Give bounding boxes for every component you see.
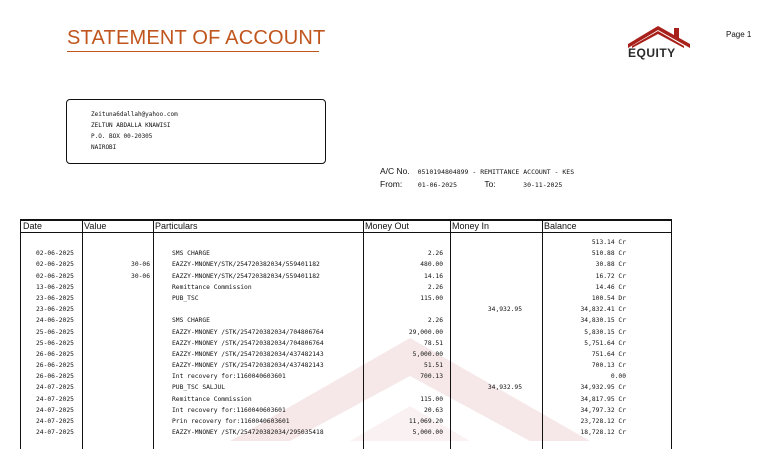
cell-balance: 30.88 Cr — [595, 261, 626, 269]
customer-address-box — [66, 99, 326, 164]
cell-money-in: 34,932.95 — [487, 306, 522, 314]
table-row — [20, 427, 672, 438]
table-row — [20, 304, 672, 315]
cell-date: 25-06-2025 — [36, 339, 74, 347]
cell-money-out: 480.00 — [420, 261, 443, 269]
cell-date: 26-06-2025 — [36, 362, 74, 370]
table-row — [20, 282, 672, 293]
cell-money-out: 78.51 — [424, 339, 443, 347]
cell-date: 23-06-2025 — [36, 294, 74, 302]
to-date: 30-11-2025 — [523, 181, 563, 189]
cell-date: 24-07-2025 — [36, 418, 74, 425]
statement-title: STATEMENT OF ACCOUNT — [67, 27, 326, 49]
cell-value: 30-06 — [131, 272, 150, 280]
cell-money-out: 51.51 — [424, 362, 443, 370]
cell-particulars: EAZZY-MNONEY /STK/254720382034/704806764 — [172, 328, 324, 336]
cell-balance: 14.46 Cr — [595, 283, 626, 291]
cell-money-out: 2.26 — [427, 317, 443, 325]
header-value: Value — [84, 221, 107, 231]
table-row — [20, 416, 672, 427]
cell-particulars: Int recovery for:1160040603601 — [172, 406, 286, 414]
cell-money-out: 115.00 — [420, 294, 443, 302]
cell-date: 24-07-2025 — [36, 429, 74, 437]
cell-date: 13-06-2025 — [36, 283, 74, 291]
cell-balance: 5,751.64 Cr — [584, 339, 626, 347]
table-row — [20, 259, 672, 270]
cell-money-out: 115.00 — [420, 395, 443, 403]
customer-po-box: P.O. BOX 00-20305 — [91, 133, 153, 140]
customer-city: NAIROBI — [91, 144, 117, 151]
from-label: From: — [380, 179, 403, 189]
from-date: 01-06-2025 — [417, 181, 457, 189]
header-money-out: Money Out — [365, 221, 410, 231]
cell-balance: 0.00 — [610, 373, 626, 381]
cell-value: 30-06 — [131, 261, 150, 269]
cell-particulars: SMS CHARGE — [172, 250, 210, 258]
table-row — [20, 382, 672, 393]
cell-date: 24-07-2025 — [36, 406, 74, 414]
cell-date: 02-06-2025 — [36, 250, 74, 258]
table-row — [20, 271, 672, 282]
cell-date: 02-06-2025 — [36, 272, 74, 280]
cell-date: 24-06-2025 — [36, 317, 74, 325]
cell-particulars: EAZZY-MNONEY /STK/254720382034/437482143 — [172, 362, 324, 370]
cell-balance: 513.14 Cr — [591, 239, 626, 246]
cell-balance: 5,830.15 Cr — [584, 328, 626, 336]
cell-balance: 18,728.12 Cr — [580, 429, 626, 437]
cell-date: 26-06-2025 — [36, 350, 74, 358]
ac-label: A/C No. — [380, 166, 410, 176]
cell-particulars: Prin recovery for:1160040603601 — [172, 418, 290, 425]
cell-particulars: EAZZY-MNONEY /STK/254720382034/437482143 — [172, 350, 324, 358]
cell-money-out: 2.26 — [427, 250, 443, 258]
table-row — [20, 237, 672, 248]
period-row — [380, 179, 562, 189]
header-particulars: Particulars — [155, 221, 198, 231]
cell-date: 02-06-2025 — [36, 261, 74, 269]
cell-money-out: 29,000.00 — [408, 328, 443, 336]
header-money-in: Money In — [452, 221, 490, 231]
cell-particulars: EAZZY-MNONEY /STK/254720382034/295035418 — [172, 429, 324, 437]
table-row — [20, 293, 672, 304]
header-balance: Balance — [544, 221, 577, 231]
cell-particulars: Remittance Commission — [172, 283, 252, 291]
account-number-row — [380, 166, 574, 176]
cell-money-out: 11,069.20 — [408, 418, 443, 425]
cell-balance: 16.72 Cr — [595, 272, 626, 280]
cell-balance: 751.64 Cr — [591, 350, 626, 358]
customer-name: ZELTUN ABDALLA KNAWISI — [91, 122, 171, 129]
table-row — [20, 360, 672, 371]
cell-date: 23-06-2025 — [36, 306, 74, 314]
header-date: Date — [23, 221, 43, 231]
cell-particulars: EAZZY-MNONEY/STK/254720382034/559401182 — [172, 272, 320, 280]
table-row — [20, 371, 672, 382]
cell-money-out: 5,000.00 — [412, 350, 443, 358]
cell-balance: 34,830.15 Cr — [580, 317, 626, 325]
cell-balance: 23,728.12 Cr — [580, 418, 626, 425]
cell-particulars: EAZZY-MNONEY/STK/254720382034/559401182 — [172, 261, 320, 269]
cell-particulars: Int recovery for:1160040603601 — [172, 373, 286, 381]
cell-particulars: EAZZY-MNONEY /STK/254720382034/704806764 — [172, 339, 324, 347]
cell-money-out: 5,000.00 — [412, 429, 443, 437]
table-row — [20, 248, 672, 259]
cell-balance: 34,817.95 Cr — [580, 395, 626, 403]
cell-balance: 100.54 Dr — [591, 294, 626, 302]
page-number: Page 1 — [726, 30, 752, 39]
cell-balance: 510.88 Cr — [591, 250, 626, 258]
cell-money-out: 700.13 — [420, 373, 443, 381]
cell-date: 24-07-2025 — [36, 395, 74, 403]
table-body — [20, 237, 672, 438]
cell-date: 26-06-2025 — [36, 373, 74, 381]
cell-money-out: 20.63 — [424, 406, 443, 414]
cell-date: 25-06-2025 — [36, 328, 74, 336]
table-row — [20, 338, 672, 349]
table-row — [20, 349, 672, 360]
customer-email: Zeituna6dallah@yahoo.com — [91, 111, 178, 118]
cell-balance: 700.13 Cr — [591, 362, 626, 370]
to-label: To: — [484, 179, 496, 189]
table-row — [20, 327, 672, 338]
table-row — [20, 394, 672, 405]
cell-money-out: 2.26 — [427, 283, 443, 291]
cell-balance: 34,797.32 Cr — [580, 406, 626, 414]
ac-value: 0510194804899 - REMITTANCE ACCOUNT - KES — [417, 168, 575, 176]
cell-particulars: PUB_TSC SALJUL — [172, 384, 226, 392]
cell-money-in: 34,932.95 — [487, 384, 522, 392]
table-row — [20, 315, 672, 326]
cell-money-out: 14.16 — [424, 272, 443, 280]
cell-balance: 34,832.41 Cr — [580, 306, 626, 314]
cell-particulars: Remittance Commission — [172, 395, 252, 403]
cell-particulars: SMS CHARGE — [172, 317, 210, 325]
cell-balance: 34,932.95 Cr — [580, 384, 626, 392]
cell-date: 24-07-2025 — [36, 384, 74, 392]
cell-particulars: PUB_TSC — [172, 294, 199, 302]
bank-name: EQUITY — [628, 46, 676, 60]
table-header-rule — [20, 232, 672, 233]
table-row — [20, 405, 672, 416]
title-underline — [67, 51, 319, 52]
